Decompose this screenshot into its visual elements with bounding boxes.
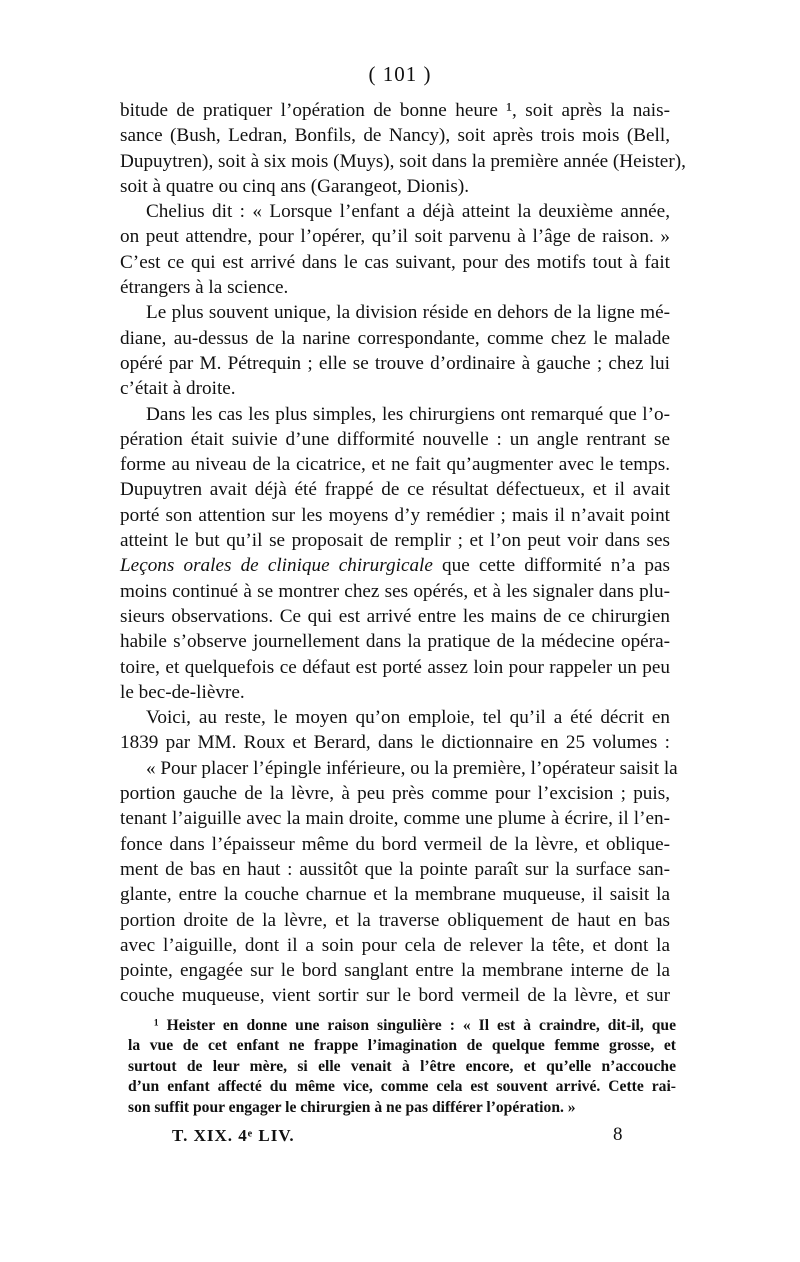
text-line: Dupuytren), soit à six mois (Muys), soit dans la première année (Heister), [120, 150, 686, 172]
text-line: surtout de leur mère, si elle venait à l’être encore, et qu’elle n’accouche [128, 1057, 676, 1075]
text-line: c’était à droite. [120, 378, 236, 400]
text-line: pointe, engagée sur le bord sanglant entre la membrane interne de la [120, 960, 670, 982]
text-line: fonce dans l’épaisseur même du bord vermeil de la lèvre, et oblique- [120, 833, 670, 855]
body-text [120, 98, 686, 1009]
signature-mark: T. XIX. 4ᵉ LIV. [172, 1126, 295, 1145]
text-line: bitude de pratiquer l’opération de bonne heure ¹, soit après la nais- [120, 100, 670, 121]
footnote [128, 1016, 676, 1118]
text-line: ¹ Heister en donne une raison singulière : « Il est à craindre, dit-il, que [154, 1017, 676, 1034]
text-line: diane, au-dessus de la narine correspondante, comme chez le malade [120, 327, 670, 349]
text-line: Leçons orales de clinique chirurgicale que cette difformité n’a pas [120, 555, 670, 577]
page-number: ( 101 ) [368, 62, 432, 86]
text-line: C’est ce qui est arrivé dans le cas suivant, pour des motifs tout à fait [120, 251, 670, 273]
text-line: Le plus souvent unique, la division réside en dehors de la ligne mé- [146, 302, 670, 324]
text-line: sieurs observations. Ce qui est arrivé entre les mains de ce chirurgien [120, 605, 670, 627]
text-line: tenant l’aiguille avec la main droite, comme une plume à écrire, il l’en- [120, 808, 670, 830]
text-line: ment de bas en haut : aussitôt que la pointe paraît sur la surface san- [120, 858, 670, 880]
text-line: sance (Bush, Ledran, Bonfils, de Nancy), soit après trois mois (Bell, [120, 125, 670, 147]
text-line: atteint le but qu’il se proposait de remplir ; et l’on peut voir dans ses [120, 530, 670, 552]
text-line: moins continué à se montrer chez ses opérés, et à les signaler dans plu- [120, 580, 670, 602]
text-line: glante, entre la couche charnue et la membrane muqueuse, il saisit la [120, 884, 670, 906]
text-line: opéré par M. Pétrequin ; elle se trouve d’ordinaire à gauche ; chez lui [120, 352, 670, 374]
text-line: avec l’aiguille, dont il a soin pour cela de relever la tête, et dont la [120, 934, 670, 956]
signature-number: 8 [613, 1124, 623, 1145]
text-line: pération était suivie d’une difformité nouvelle : un angle rentrant se [120, 428, 670, 450]
text-line: Voici, au reste, le moyen qu’on emploie, tel qu’il a été décrit en [146, 707, 670, 729]
text-line: portion gauche de la lèvre, à peu près comme pour l’excision ; puis, [120, 783, 670, 805]
text-line: d’un enfant affecté du même vice, comme cela est souvent arrivé. Cette rai- [128, 1078, 676, 1096]
text-line: « Pour placer l’épingle inférieure, ou la première, l’opérateur saisit la [146, 757, 678, 779]
text-line: portion droite de la lèvre, et la traverse obliquement de haut en bas [120, 909, 670, 931]
text-line: on peut attendre, pour l’opérer, qu’il soit parvenu à l’âge de raison. » [120, 226, 670, 248]
text-line: le bec-de-lièvre. [120, 681, 245, 703]
text-line: Dupuytren avait déjà été frappé de ce résultat défectueux, et il avait [120, 479, 670, 501]
text-line: forme au niveau de la cicatrice, et ne fait qu’augmenter avec le temps. [120, 454, 670, 476]
text-line: étrangers à la science. [120, 277, 289, 299]
text-line: son suffit pour engager le chirurgien à ne pas différer l’opération. » [128, 1098, 576, 1116]
text-line: Dans les cas les plus simples, les chirurgiens ont remarqué que l’o- [146, 403, 670, 425]
text-line: Chelius dit : « Lorsque l’enfant a déjà atteint la deuxième année, [146, 201, 670, 223]
text-line: toire, et quelquefois ce défaut est porté assez loin pour rappeler un peu [120, 656, 670, 678]
text-line: couche muqueuse, vient sortir sur le bord vermeil de la lèvre, et sur [120, 985, 670, 1007]
italic-title: Leçons orales de clinique chirurgicale [120, 555, 433, 577]
text-line: la vue de cet enfant ne frappe l’imagination de quelque femme grosse, et [128, 1037, 676, 1055]
text-line: porté son attention sur les moyens d’y remédier ; mais il n’avait point [120, 504, 670, 526]
text-line: habile s’observe journellement dans la pratique de la médecine opéra- [120, 631, 670, 653]
text-line: 1839 par MM. Roux et Berard, dans le dictionnaire en 25 volumes : [120, 732, 670, 754]
text-line: soit à quatre ou cinq ans (Garangeot, Dionis). [120, 175, 470, 197]
